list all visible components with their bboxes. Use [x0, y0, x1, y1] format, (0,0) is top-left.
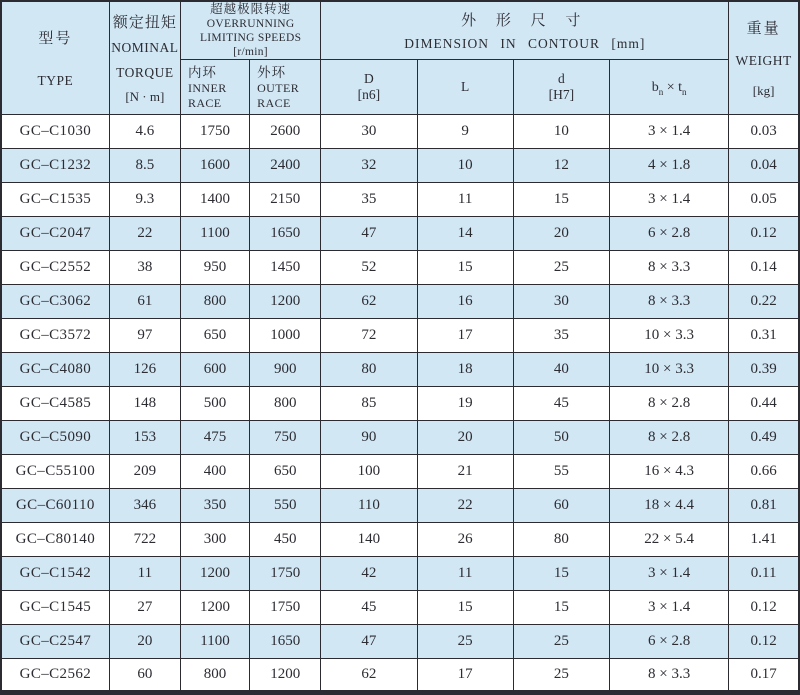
- cell-weight: 0.12: [729, 591, 799, 625]
- torque-label-en2: TORQUE: [116, 64, 174, 80]
- table-row: [1, 659, 799, 693]
- cell-weight: 0.04: [729, 149, 799, 183]
- cell-inner: 800: [180, 659, 249, 693]
- cell-L: 17: [417, 319, 513, 353]
- cell-L: 9: [417, 115, 513, 149]
- cell-L: 20: [417, 421, 513, 455]
- cell-outer: 2400: [250, 149, 321, 183]
- cell-torque: 9.3: [109, 183, 180, 217]
- cell-D: 47: [321, 217, 417, 251]
- cell-d: 15: [513, 557, 609, 591]
- cell-weight: 0.17: [729, 659, 799, 693]
- cell-L: 21: [417, 455, 513, 489]
- weight-label-zh: 重量: [746, 20, 781, 37]
- cell-outer: 750: [250, 421, 321, 455]
- dimension-label-zh: 外 形 尺 寸: [461, 13, 589, 29]
- cell-bt: 18 × 4.4: [610, 489, 729, 523]
- cell-L: 15: [417, 591, 513, 625]
- cell-type: GC–C60110: [1, 489, 109, 523]
- table-row: [1, 285, 799, 319]
- cell-L: 26: [417, 523, 513, 557]
- cell-weight: 0.12: [729, 625, 799, 659]
- cell-D: 45: [321, 591, 417, 625]
- cell-outer: 2600: [250, 115, 321, 149]
- header-bt-column: [610, 60, 729, 115]
- cell-weight: 0.22: [729, 285, 799, 319]
- D-tolerance: [n6]: [357, 87, 381, 102]
- cell-weight: 1.41: [729, 523, 799, 557]
- cell-bt: 6 × 2.8: [610, 217, 729, 251]
- cell-outer: 1200: [250, 659, 321, 693]
- cell-D: 110: [321, 489, 417, 523]
- torque-label-zh: 额定扭矩: [112, 14, 177, 31]
- cell-type: GC–C2562: [1, 659, 109, 693]
- cell-inner: 1750: [180, 115, 249, 149]
- cell-torque: 97: [109, 319, 180, 353]
- cell-d: 25: [513, 625, 609, 659]
- cell-d: 30: [513, 285, 609, 319]
- cell-bt: 16 × 4.3: [610, 455, 729, 489]
- cell-inner: 950: [180, 251, 249, 285]
- cell-outer: 1450: [250, 251, 321, 285]
- cell-D: 47: [321, 625, 417, 659]
- cell-D: 42: [321, 557, 417, 591]
- cell-outer: 1650: [250, 625, 321, 659]
- cell-bt: 8 × 2.8: [610, 387, 729, 421]
- speeds-label-zh: 超越极限转速: [210, 2, 292, 16]
- header-row-groups: [1, 1, 799, 60]
- cell-torque: 126: [109, 353, 180, 387]
- cell-outer: 800: [250, 387, 321, 421]
- cell-outer: 650: [250, 455, 321, 489]
- cell-L: 16: [417, 285, 513, 319]
- cell-D: 100: [321, 455, 417, 489]
- cell-weight: 0.14: [729, 251, 799, 285]
- cell-d: 10: [513, 115, 609, 149]
- cell-inner: 350: [180, 489, 249, 523]
- cell-d: 12: [513, 149, 609, 183]
- cell-bt: 8 × 3.3: [610, 251, 729, 285]
- cell-bt: 8 × 2.8: [610, 421, 729, 455]
- cell-torque: 4.6: [109, 115, 180, 149]
- cell-type: GC–C55100: [1, 455, 109, 489]
- table-row: [1, 319, 799, 353]
- cell-L: 19: [417, 387, 513, 421]
- header-outer-race: [250, 60, 321, 115]
- cell-L: 15: [417, 251, 513, 285]
- table-row: [1, 421, 799, 455]
- cell-D: 80: [321, 353, 417, 387]
- cell-weight: 0.66: [729, 455, 799, 489]
- type-label-en: TYPE: [37, 73, 74, 88]
- table-row: [1, 591, 799, 625]
- cell-inner: 1200: [180, 557, 249, 591]
- cell-weight: 0.39: [729, 353, 799, 387]
- outer-race-zh: 外环: [257, 64, 287, 80]
- cell-torque: 61: [109, 285, 180, 319]
- cell-inner: 400: [180, 455, 249, 489]
- cell-L: 14: [417, 217, 513, 251]
- torque-label-en1: NOMINAL: [111, 40, 179, 56]
- cell-type: GC–C5090: [1, 421, 109, 455]
- cell-weight: 0.44: [729, 387, 799, 421]
- cell-D: 72: [321, 319, 417, 353]
- cell-D: 32: [321, 149, 417, 183]
- table-row: [1, 489, 799, 523]
- cell-bt: 3 × 1.4: [610, 591, 729, 625]
- cell-type: GC–C2047: [1, 217, 109, 251]
- cell-d: 15: [513, 183, 609, 217]
- cell-D: 140: [321, 523, 417, 557]
- cell-weight: 0.81: [729, 489, 799, 523]
- cell-torque: 153: [109, 421, 180, 455]
- cell-bt: 8 × 3.3: [610, 285, 729, 319]
- table-row: [1, 183, 799, 217]
- cell-inner: 1600: [180, 149, 249, 183]
- cell-weight: 0.31: [729, 319, 799, 353]
- cell-type: GC–C3572: [1, 319, 109, 353]
- cell-L: 11: [417, 183, 513, 217]
- cell-d: 80: [513, 523, 609, 557]
- cell-inner: 1100: [180, 217, 249, 251]
- cell-d: 15: [513, 591, 609, 625]
- cell-L: 11: [417, 557, 513, 591]
- cell-inner: 600: [180, 353, 249, 387]
- table-row: [1, 557, 799, 591]
- outer-race-en2: RACE: [257, 95, 291, 110]
- cell-d: 20: [513, 217, 609, 251]
- cell-d: 40: [513, 353, 609, 387]
- torque-unit: [N · m]: [125, 89, 165, 105]
- cell-outer: 1650: [250, 217, 321, 251]
- header-torque-column: [109, 1, 180, 115]
- cell-inner: 800: [180, 285, 249, 319]
- cell-weight: 0.11: [729, 557, 799, 591]
- cell-outer: 1200: [250, 285, 321, 319]
- cell-L: 17: [417, 659, 513, 693]
- cell-D: 30: [321, 115, 417, 149]
- cell-type: GC–C1545: [1, 591, 109, 625]
- table-row: [1, 455, 799, 489]
- weight-unit: [kg]: [752, 83, 775, 99]
- inner-race-en1: INNER: [187, 80, 227, 95]
- cell-bt: 10 × 3.3: [610, 319, 729, 353]
- cell-torque: 22: [109, 217, 180, 251]
- cell-torque: 722: [109, 523, 180, 557]
- cell-bt: 3 × 1.4: [610, 183, 729, 217]
- cell-bt: 4 × 1.8: [610, 149, 729, 183]
- cell-torque: 11: [109, 557, 180, 591]
- header-L-column: [417, 60, 513, 115]
- table-body: [1, 115, 799, 693]
- cell-outer: 550: [250, 489, 321, 523]
- cell-torque: 346: [109, 489, 180, 523]
- cell-bt: 3 × 1.4: [610, 115, 729, 149]
- cell-L: 22: [417, 489, 513, 523]
- table-row: [1, 625, 799, 659]
- cell-type: GC–C2547: [1, 625, 109, 659]
- table-row: [1, 217, 799, 251]
- cell-type: GC–C1030: [1, 115, 109, 149]
- cell-torque: 8.5: [109, 149, 180, 183]
- table-row: [1, 523, 799, 557]
- cell-d: 60: [513, 489, 609, 523]
- cell-D: 90: [321, 421, 417, 455]
- cell-L: 10: [417, 149, 513, 183]
- cell-D: 62: [321, 285, 417, 319]
- cell-bt: 3 × 1.4: [610, 557, 729, 591]
- header-d-column: [513, 60, 609, 115]
- header-dimension-group: [321, 1, 729, 60]
- cell-bt: 8 × 3.3: [610, 659, 729, 693]
- cell-D: 35: [321, 183, 417, 217]
- cell-weight: 0.05: [729, 183, 799, 217]
- cell-type: GC–C1542: [1, 557, 109, 591]
- L-label: L: [461, 78, 470, 94]
- header-inner-race: [180, 60, 249, 115]
- cell-outer: 1000: [250, 319, 321, 353]
- type-label-zh: 型号: [38, 31, 73, 47]
- cell-inner: 300: [180, 523, 249, 557]
- cell-D: 62: [321, 659, 417, 693]
- D-label: D: [364, 71, 374, 86]
- cell-bt: 22 × 5.4: [610, 523, 729, 557]
- inner-race-zh: 内环: [187, 64, 217, 80]
- cell-torque: 60: [109, 659, 180, 693]
- table-row: [1, 387, 799, 421]
- cell-outer: 2150: [250, 183, 321, 217]
- table-row: [1, 115, 799, 149]
- cell-inner: 500: [180, 387, 249, 421]
- speeds-label-en2: LIMITING SPEEDS: [199, 32, 302, 44]
- cell-D: 52: [321, 251, 417, 285]
- cell-outer: 1750: [250, 591, 321, 625]
- cell-L: 18: [417, 353, 513, 387]
- cell-torque: 27: [109, 591, 180, 625]
- cell-torque: 148: [109, 387, 180, 421]
- cell-bt: 10 × 3.3: [610, 353, 729, 387]
- cell-inner: 475: [180, 421, 249, 455]
- cell-bt: 6 × 2.8: [610, 625, 729, 659]
- speeds-label-en1: OVERRUNNING: [206, 18, 295, 30]
- cell-type: GC–C4080: [1, 353, 109, 387]
- cell-type: GC–C1535: [1, 183, 109, 217]
- cell-type: GC–C80140: [1, 523, 109, 557]
- cell-d: 55: [513, 455, 609, 489]
- outer-race-en1: OUTER: [257, 80, 300, 95]
- cell-inner: 1100: [180, 625, 249, 659]
- cell-inner: 1200: [180, 591, 249, 625]
- cell-type: GC–C3062: [1, 285, 109, 319]
- bt-label: $b_n \times t_n$: [651, 79, 687, 97]
- cell-torque: 20: [109, 625, 180, 659]
- dimension-label-en: DIMENSION IN CONTOUR [mm]: [404, 36, 646, 51]
- table-row: [1, 149, 799, 183]
- cell-outer: 1750: [250, 557, 321, 591]
- header-speeds-group: [180, 1, 320, 60]
- header-weight-column: [729, 1, 799, 115]
- cell-weight: 0.12: [729, 217, 799, 251]
- cell-torque: 38: [109, 251, 180, 285]
- cell-D: 85: [321, 387, 417, 421]
- cell-d: 25: [513, 251, 609, 285]
- cell-torque: 209: [109, 455, 180, 489]
- cell-d: 25: [513, 659, 609, 693]
- cell-inner: 1400: [180, 183, 249, 217]
- cell-d: 50: [513, 421, 609, 455]
- cell-outer: 450: [250, 523, 321, 557]
- table-row: [1, 353, 799, 387]
- cell-outer: 900: [250, 353, 321, 387]
- d-label: d: [558, 71, 565, 86]
- cell-type: GC–C4585: [1, 387, 109, 421]
- cell-type: GC–C1232: [1, 149, 109, 183]
- header-D-column: [321, 60, 417, 115]
- cell-weight: 0.03: [729, 115, 799, 149]
- d-tolerance: [H7]: [548, 87, 575, 102]
- cell-d: 45: [513, 387, 609, 421]
- cell-L: 25: [417, 625, 513, 659]
- cell-d: 35: [513, 319, 609, 353]
- table-header: [1, 1, 799, 115]
- speeds-unit: [r/min]: [233, 46, 268, 58]
- cell-weight: 0.49: [729, 421, 799, 455]
- inner-race-en2: RACE: [187, 95, 222, 110]
- table-row: [1, 251, 799, 285]
- header-type-column: [1, 1, 109, 115]
- weight-label-en: WEIGHT: [735, 52, 792, 68]
- cell-inner: 650: [180, 319, 249, 353]
- cell-type: GC–C2552: [1, 251, 109, 285]
